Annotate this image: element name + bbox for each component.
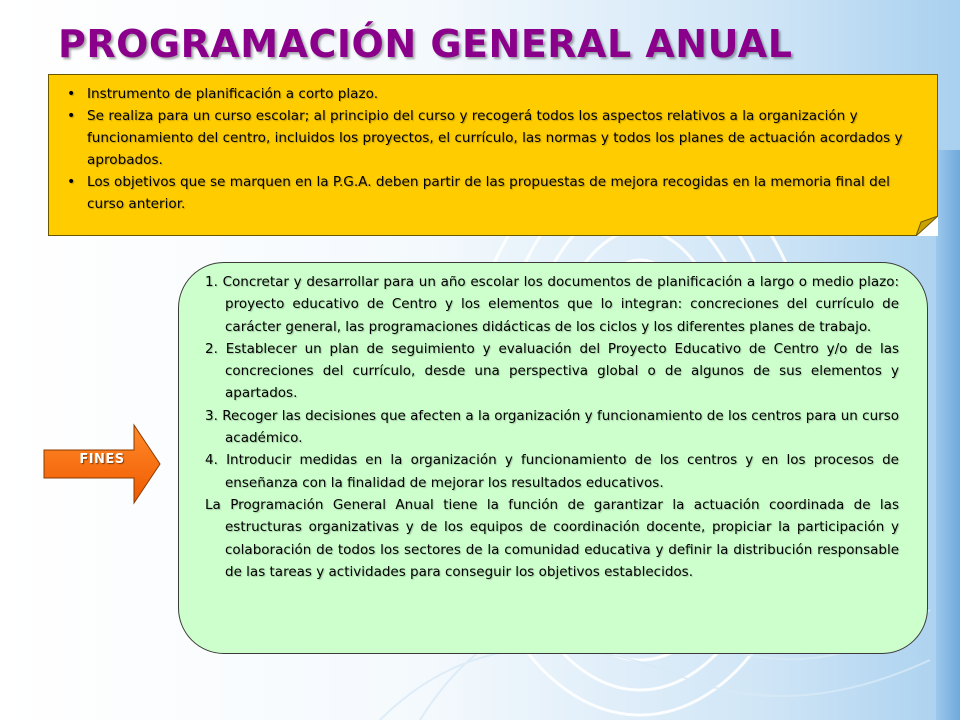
bullet-dot: • — [67, 174, 76, 190]
page-title: PROGRAMACIÓN GENERAL ANUAL — [58, 22, 793, 66]
summary-list — [49, 75, 937, 215]
summary-box — [48, 74, 938, 236]
summary-bullet — [67, 105, 927, 171]
fines-item: 3. Recoger las decisiones que afecten a la organización y funcionamiento de los centros para un curso académico. — [205, 407, 899, 447]
summary-bullet-text: Se realiza para un curso escolar; al principio del curso y recogerá todos los aspectos relativos a la organización y funcionamiento del centro, incluidos los proyectos, el currículo, las normas y todos los planes de actuación acordados y aprobados. — [87, 108, 903, 168]
summary-bullet-text: Instrumento de planificación a corto plazo. — [87, 86, 379, 102]
fines-content — [205, 271, 899, 583]
summary-bullet-text: Los objetivos que se marquen en la P.G.A. deben partir de las propuestas de mejora recogidas en la memoria final del curso anterior. — [87, 174, 890, 212]
fines-summary: La Programación General Anual tiene la función de garantizar la actuación coordinada de las estructuras organizativas y de los equipos de coordinación docente, propiciar la participación y colaboración de todos los sectores de la comunidad educativa y definir la distribución responsable de las tareas y actividades para conseguir los objetivos establecidos. — [205, 496, 899, 580]
summary-bullet — [67, 83, 927, 105]
folded-corner-icon — [916, 216, 938, 236]
fines-box — [178, 262, 928, 654]
summary-bullet — [67, 171, 927, 215]
bullet-dot: • — [67, 108, 76, 124]
fines-item: 1. Concretar y desarrollar para un año escolar los documentos de planificación a largo o medio plazo: proyecto educativo de Centro y los elementos que lo integran: concreciones del currículo de carácter general, las programaciones didácticas de los ciclos y los diferentes planes de trabajo. — [205, 274, 899, 335]
bullet-dot: • — [67, 86, 76, 102]
fines-item: 4. Introducir medidas en la organización y funcionamiento de los centros y en los procesos de enseñanza con la finalidad de mejorar los resultados educativos. — [205, 452, 899, 491]
fines-item: 2. Establecer un plan de seguimiento y evaluación del Proyecto Educativo de Centro y/o de las concreciones del currículo, desde una perspectiva global o de algunos de sus elementos y apartados. — [205, 340, 899, 402]
fines-label: FINES — [79, 452, 125, 467]
